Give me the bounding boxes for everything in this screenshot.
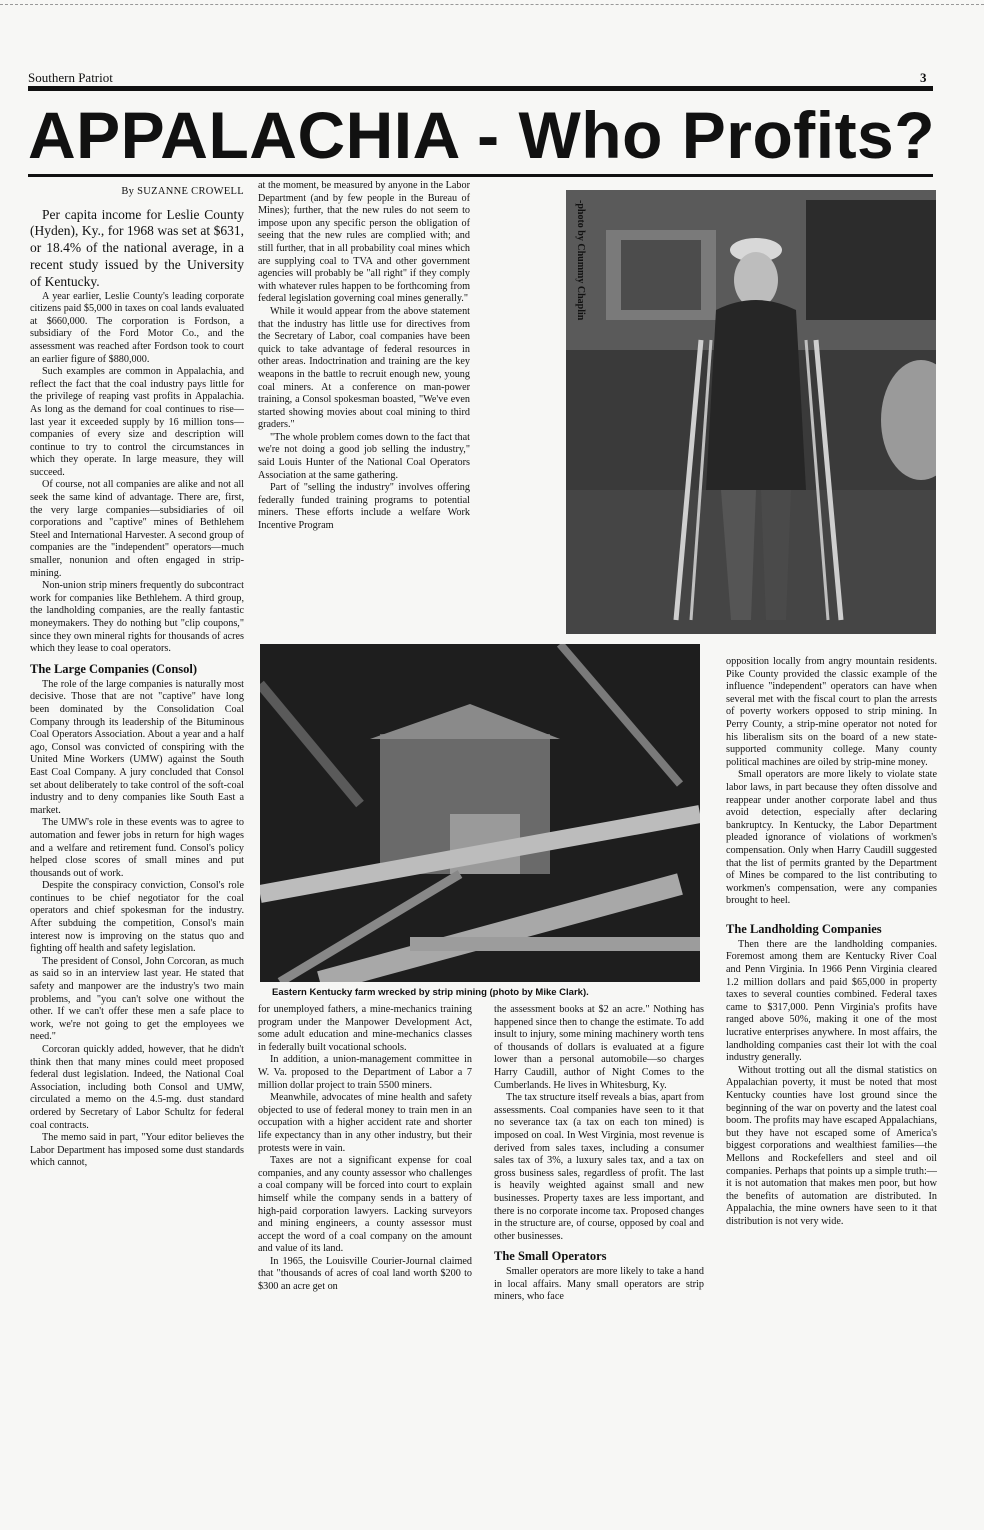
paragraph: While it would appear from the above statement that the industry has little use for directives from the Secretary of Labor, coal companies have been quick to take advantage of federal resources in other areas. Indoctrination and training are the key weapons in the battle to recruit enough new, young coal miners. At a conference on man-power training, a Consol spokesman boasted, "We've even started showing movies about coal mining to third graders." — [258, 305, 470, 431]
subhead-small-operators: The Small Operators — [494, 1249, 607, 1264]
paragraph: "The whole problem comes down to the fact that we're not doing a good job selling the industry," said Louis Hunter of the National Coal Operators Association at the same gathering. — [258, 431, 470, 481]
byline: By SUZANNE CROWELL — [121, 186, 244, 197]
paragraph: The president of Consol, John Corcoran, as much as said so in an interview last year. He stated that safety and manpower are the industry's two main problems, and "you can't solve one without the other. If we can't offer these men a safe place to work, we're not going to get the employees we need." — [30, 955, 244, 1043]
paragraph: the assessment books at $2 an acre." Nothing has happened since then to change the estimate. To add insult to injury, some mining machinery worth tens of thousands of dollars is evaluated at a figure lower than a personal automobile—so charges Harry Caudill, author of Night Comes to the Cumberlands. He lives in Whitesburg, Ky. — [494, 1004, 704, 1091]
paragraph: The UMW's role in these events was to agree to automation and fewer jobs in return for high wages and a welfare and retirement fund. Consol's policy helped close scores of small mines and put thousands out of work. — [30, 817, 244, 879]
photo-wrecked-farm-image — [260, 644, 700, 982]
paragraph: opposition locally from angry mountain residents. Pike County provided the classic example of the influence "independent" operators can have when several met with the fiscal court to plan the arrests of poverty workers opposed to strip mining. In Perry County, a strip-mine operator not noted for his liberalism sits on the board of a new state-supported community college. Many county political machines are oiled by strip-mine money. — [726, 656, 937, 768]
paragraph: Meanwhile, advocates of mine health and safety objected to use of federal money to train men in an occupation with a higher accident rate and shorter life expectancy than in any other industry, but their protests were in vain. — [258, 1092, 472, 1154]
headline-rule — [28, 174, 933, 177]
paragraph: Such examples are common in Appalachia, and reflect the fact that the coal industry pays little for the privilege of reaping vast profits in Appalachia. As long as the demand for coal continues to rise—last year it exceeded supply by 16 million tons—companies of every size and description will continue to try to control the circumstances in which they operate. In large measure, they will succeed. — [30, 366, 244, 478]
top-edge-line — [0, 4, 984, 5]
paragraph: Without trotting out all the dismal statistics on Appalachian poverty, it must be noted that most Kentucky counties have lost ground since the beginning of the war on poverty and the latest coal boom. The profits may have escaped Appalachians, but they have not escaped some of America's biggest corporations and wealthiest families—the Mellons and Rockefellers and steel and oil companies. Perhaps that points up a simple truth:—it is not automation that makes men poor, but how the benefits of automation are distributed. In Appalachia, the mine owners have seen to it that distribution is not very wide. — [726, 1064, 937, 1227]
paragraph: In addition, a union-management committee in W. Va. proposed to the Department of Labor a 7 million dollar project to train 5500 miners. — [258, 1054, 472, 1091]
photo-credit-chaplin: -photo by Chummy Chaplin — [575, 200, 586, 321]
paragraph: Taxes are not a significant expense for coal companies, and any county assessor who challenges a coal company will be forced into court to explain himself while the company sends in a battery of high-paid corporation lawyers. Lacking surveyors and mining engineers, a county assessor must accept the word of a coal company on the amount and value of its land. — [258, 1155, 472, 1255]
paragraph: Of course, not all companies are alike and not all seek the same kind of advantage. There are, first, the very large companies—subsidiaries of oil corporations and "captive" mines of Bethlehem Steel and International Harvester. A second group of companies are the "independent" operators—much smaller, nonunion and often engaged in strip-mining. — [30, 479, 244, 579]
photo-caption-farm: Eastern Kentucky farm wrecked by strip mining (photo by Mike Clark). — [272, 987, 589, 998]
paragraph: The tax structure itself reveals a bias, apart from assessments. Coal companies have seen to it that no severance tax (a tax on each ton mined) is imposed on coal. In West Virginia, most revenue is derived from sales taxes, including a consumer sales tax of 3%, a luxury sales tax, and a tax on gross business sales, regardless of profit. The last is heavily weighted against small and new businesses. Property taxes are less important, and there is no corporate income tax. Proposed changes in the structure are, of course, opposed by coal and other businesses. — [494, 1092, 704, 1242]
column-4 — [726, 656, 937, 1229]
paragraph: Small operators are more likely to violate state labor laws, in part because they often dissolve and reappear under another corporate label and thus avoid detection, especially after declaring bankruptcy. In Kentucky, the Labor Department pleaded ignorance of violations of workmen's compensation. Only when Harry Caudill suggested that the list of permits granted by the Department of Mines be compared to the list contributing to workmen's compensation, were any companies brought to heel. — [726, 769, 937, 907]
paragraph: The role of the large companies is naturally most decisive. Those that are not "captive" have long been dominated by the Consolidation Coal Company through its leadership of the Bituminous Coal Operators Association. About a year and a half ago, Consol was convicted of conspiring with the United Mine Workers (UMW) against the South East Coal Company. A jury concluded that Consol set about deliberately to take control of the soft-coal industry and to deny companies like South East a market. — [30, 678, 244, 816]
photo-man-with-crutches — [566, 190, 936, 634]
publication-name: Southern Patriot — [28, 70, 113, 85]
page-number: 3 — [920, 70, 927, 85]
subhead-landholding-companies: The Landholding Companies — [726, 921, 882, 936]
paragraph: at the moment, be measured by anyone in the Labor Department (and by few people in the Bureau of Mines); further, that the new rules do not seem to impose upon any specific person the obligation of seeing that the new rules are complied with; and still further, that in all probability coal mines which are supplying coal to TVA and other government agencies will probably be "all right" if they comply with whatever rules happen to be forthcoming from federal legislation governing coal mines generally." — [258, 180, 470, 305]
paragraph: Despite the conspiracy conviction, Consol's role continues to be chief negotiator for the coal operators and chief spokesman for the industry. After subduing the competition, Consol's main interest now is improving on the status quo and fighting off health and safety legislation. — [30, 880, 244, 955]
paragraph: A year earlier, Leslie County's leading corporate citizens paid $5,000 in taxes on coal lands evaluated at $660,000. The corporation is Fordson, a subsidiary of the Ford Motor Co., and the assessment was reached after Fordson took to court an earlier figure of $880,000. — [30, 290, 244, 365]
paragraph: Non-union strip miners frequently do subcontract work for companies like Bethlehem. A third group, the landholding companies, are the really fantastic moneymakers. They do nothing but "clip coupons," since they own mineral rights for thousands of acres which they lease to coal operators. — [30, 580, 244, 655]
column-2-bottom — [258, 1004, 472, 1294]
paragraph: Corcoran quickly added, however, that he didn't think then that many mines could meet proposed federal dust legislation. Indeed, the National Coal Association, including both Consol and UMW, circulated a memo on the 4.5-mg. dust standard ordered by Secretary of Labor Schultz for federal coal contracts. — [30, 1044, 244, 1131]
paragraph: for unemployed fathers, a mine-mechanics training program under the Manpower Development Act, some adult education and mine-mechanics classes in federally built vocational schools. — [258, 1004, 472, 1053]
paragraph: The memo said in part, "Your editor believes the Labor Department has imposed some dust standards which cannot, — [30, 1132, 244, 1169]
paragraph: Smaller operators are more likely to take a hand in local affairs. Many small operators are strip miners, who face — [494, 1266, 704, 1303]
headline: APPALACHIA - Who Profits? — [28, 98, 936, 172]
paragraph: Part of "selling the industry" involves offering federally funded training programs to potential miners. These efforts include a welfare Work Incentive Program — [258, 482, 470, 532]
paragraph: In 1965, the Louisville Courier-Journal claimed that "thousands of acres of coal land worth $200 to $300 an acre get on — [258, 1255, 472, 1293]
paragraph: Then there are the landholding companies. Foremost among them are Kentucky River Coal and Penn Virginia. In 1966 Penn Virginia cleared 1.2 million dollars and paid $65,000 in property taxes to several counties combined. Federal taxes came to $317,000. Penn Virginia's profits have ranged above 50%, making it one of the most lucrative enterprises anywhere. In most affairs, the landholding companies cast their lot with the coal industry generally. — [726, 938, 937, 1064]
photo-wrecked-farm — [260, 644, 700, 982]
lead-paragraph: Per capita income for Leslie County (Hyden), Ky., for 1968 was set at $631, or 18.4% of the national average, in a recent study issued by the University of Kentucky. — [30, 206, 244, 289]
column-3-bottom — [494, 1004, 704, 1304]
column-1 — [30, 186, 244, 1170]
photo-man-with-crutches-image — [566, 190, 936, 634]
column-2-top — [258, 180, 470, 533]
subhead-large-companies: The Large Companies (Consol) — [30, 661, 198, 676]
header-rule — [28, 86, 933, 91]
